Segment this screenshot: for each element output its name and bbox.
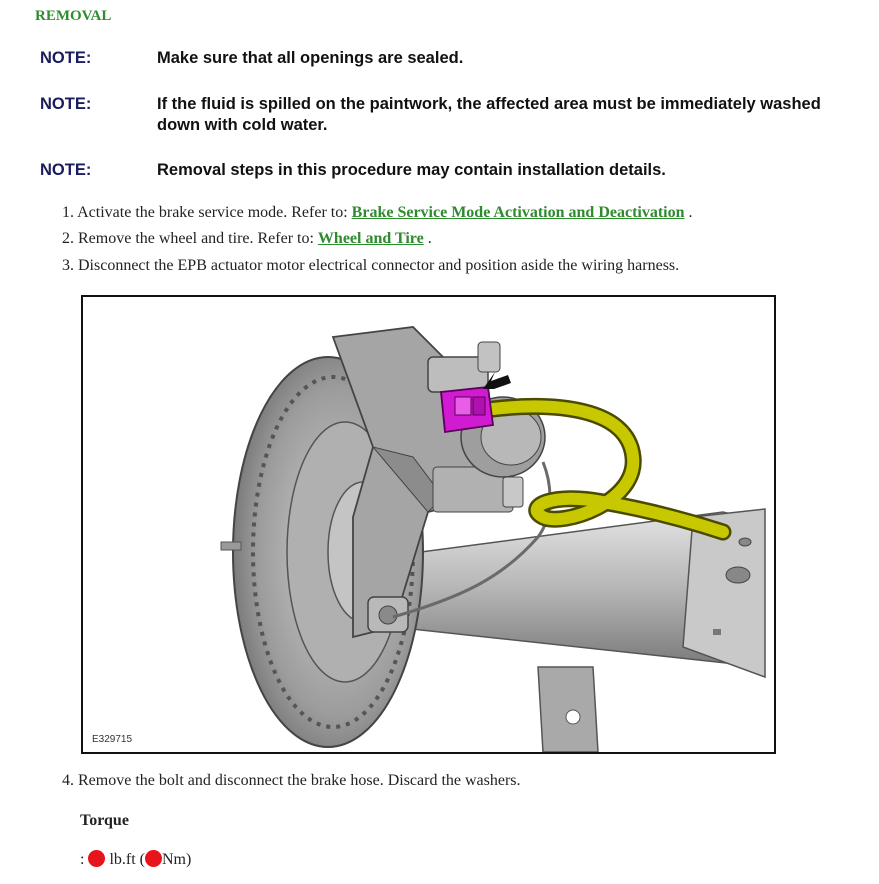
step-3 xyxy=(62,257,679,275)
torque-unit-nm: Nm) xyxy=(162,851,192,868)
step-trailing: . xyxy=(688,204,693,221)
step-text: Disconnect the EPB actuator motor electrical connector and position aside the wiring harness. xyxy=(78,257,680,274)
step-1 xyxy=(62,204,693,222)
torque-spec xyxy=(80,850,191,869)
caliper-drawing xyxy=(83,297,774,752)
step-text: Remove the bolt and disconnect the brake hose. Discard the washers. xyxy=(78,772,521,789)
note-label: NOTE: xyxy=(40,95,92,113)
note-text: Removal steps in this procedure may contain installation details. xyxy=(157,161,666,179)
note-label: NOTE: xyxy=(40,49,92,67)
step-2 xyxy=(62,230,432,248)
figure-id: E329715 xyxy=(92,734,133,745)
step-text: Remove the wheel and tire. Refer to: xyxy=(78,230,314,247)
note-text: If the fluid is spilled on the paintwork, the affected area must be immediately washed down with cold water. xyxy=(157,95,821,134)
step-text: Activate the brake service mode. Refer to: xyxy=(77,204,348,221)
torque-heading: Torque xyxy=(80,812,129,829)
redacted-value-dot xyxy=(88,850,105,867)
section-title: REMOVAL xyxy=(35,8,112,24)
note-text: Make sure that all openings are sealed. xyxy=(157,49,464,67)
link-wheel-and-tire[interactable]: Wheel and Tire xyxy=(317,230,424,247)
step-number: 1. xyxy=(62,204,74,221)
step-number: 4. xyxy=(62,772,74,789)
torque-unit-lbft: lb.ft ( xyxy=(109,851,145,868)
step-number: 3. xyxy=(62,257,74,274)
step-number: 2. xyxy=(62,230,74,247)
link-brake-service-mode[interactable]: Brake Service Mode Activation and Deactivation xyxy=(351,204,685,221)
brake-caliper-illustration xyxy=(81,295,776,754)
torque-prefix: : xyxy=(80,851,85,868)
note-label: NOTE: xyxy=(40,161,92,179)
step-trailing: . xyxy=(427,230,432,247)
redacted-value-dot xyxy=(145,850,162,867)
step-4 xyxy=(62,772,521,790)
